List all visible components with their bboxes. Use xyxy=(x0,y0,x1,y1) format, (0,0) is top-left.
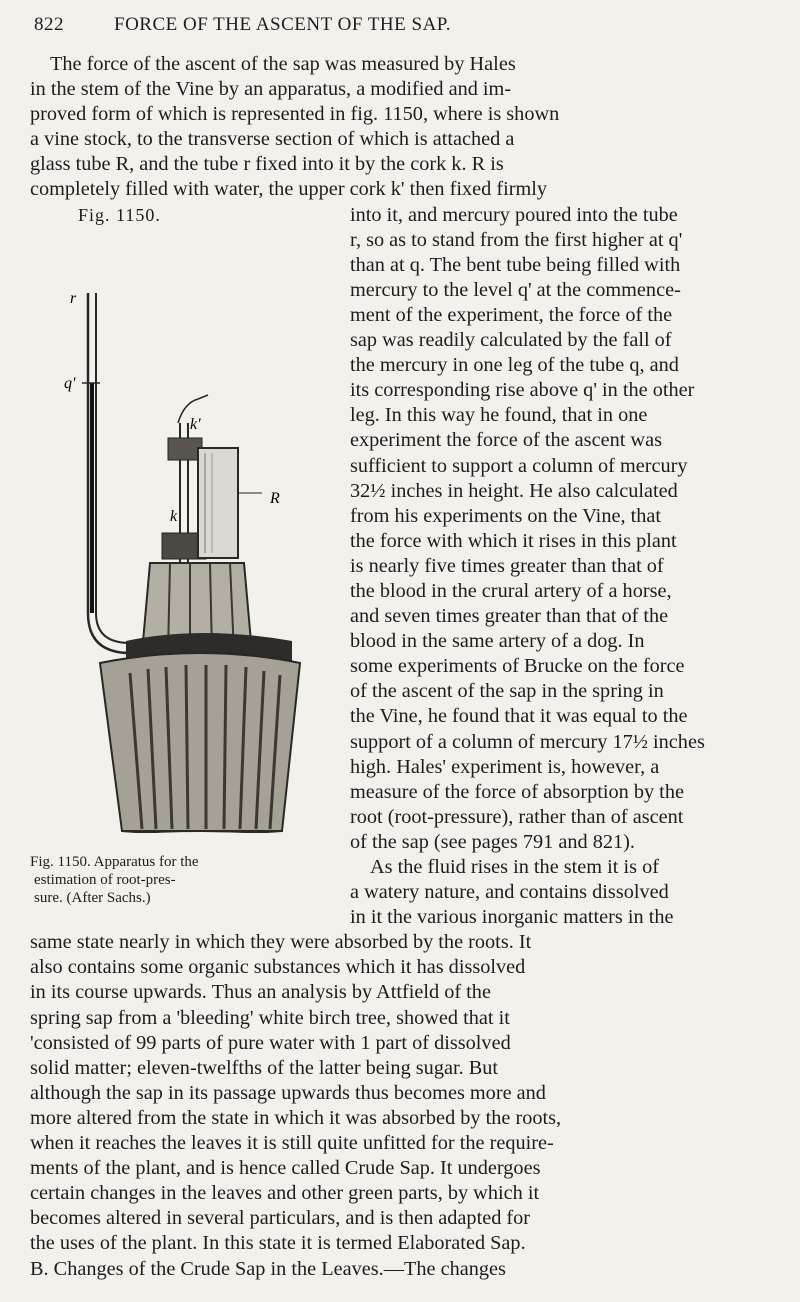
flower-pot xyxy=(100,653,300,833)
text-line: sap was readily calculated by the fall of xyxy=(350,329,672,352)
paragraph-top xyxy=(30,52,778,203)
text-line: ment of the experiment, the force of the xyxy=(350,303,673,326)
text-line: spring sap from a 'bleeding' white birch tree, showed that it xyxy=(30,1006,510,1029)
text-line: certain changes in the leaves and other green parts, by which it xyxy=(30,1182,540,1205)
text-line: the blood in the crural artery of a horse, xyxy=(350,579,672,602)
text-line: support of a column of mercury 17½ inches xyxy=(350,730,705,753)
wrapped-paragraph xyxy=(350,203,778,931)
caption-line: sure. (After Sachs.) xyxy=(34,889,151,906)
text-line: into it, and mercury poured into the tube xyxy=(350,203,678,226)
text-line: mercury to the level q' at the commence- xyxy=(350,278,681,301)
text-line: the mercury in one leg of the tube q, and xyxy=(350,354,679,377)
text-line: 32½ inches in height. He also calculated xyxy=(350,479,678,502)
text-line: although the sap in its passage upwards thus becomes more and xyxy=(30,1081,546,1104)
figure-label: Fig. 1150. xyxy=(78,204,161,225)
label-R: R xyxy=(270,489,280,507)
text-line: blood in the same artery of a dog. In xyxy=(350,630,645,653)
text-line: solid matter; eleven-twelfths of the latter being sugar. But xyxy=(30,1056,499,1079)
apparatus-illustration xyxy=(30,233,342,833)
text-line: when it reaches the leaves it is still quite unfitted for the require- xyxy=(30,1132,554,1155)
text-line: ments of the plant, and is hence called Crude Sap. It undergoes xyxy=(30,1157,541,1180)
label-q-prime: q' xyxy=(64,374,76,392)
text-line: in the stem of the Vine by an apparatus, a modified and im- xyxy=(30,78,512,101)
caption-line: estimation of root-pres- xyxy=(34,871,176,888)
text-line: from his experiments on the Vine, that xyxy=(350,504,662,527)
label-r: r xyxy=(70,289,77,307)
text-line: The force of the ascent of the sap was measured by Hales xyxy=(50,53,516,75)
figure-1150 xyxy=(30,203,342,906)
text-line: is nearly five times greater than that of xyxy=(350,554,664,577)
text-line: of the ascent of the sap in the spring in xyxy=(350,680,664,703)
text-line: of the sap (see pages 791 and 821). xyxy=(350,830,635,853)
figure-caption xyxy=(30,853,348,907)
label-k-prime: k' xyxy=(190,415,201,433)
text-line: in it the various inorganic matters in the xyxy=(350,906,674,929)
text-line: becomes altered in several particulars, and is then adapted for xyxy=(30,1207,531,1230)
text-line: also contains some organic substances which it has dissolved xyxy=(30,956,526,979)
figure-wrap-block xyxy=(30,203,778,931)
text-line: As the fluid rises in the stem it is of xyxy=(370,856,659,878)
caption-line: Fig. 1150. Apparatus for the xyxy=(30,853,199,870)
text-line: root (root-pressure), rather than of ascent xyxy=(350,805,684,828)
running-title: FORCE OF THE ASCENT OF THE SAP. xyxy=(114,14,451,35)
text-line: measure of the force of absorption by the xyxy=(350,780,684,803)
text-line: glass tube R, and the tube r fixed into it by the cork k. R is xyxy=(30,153,504,176)
text-line: high. Hales' experiment is, however, a xyxy=(350,755,660,778)
text-line: the uses of the plant. In this state it is termed Elaborated Sap. xyxy=(30,1232,526,1255)
text-line: r, so as to stand from the first higher at q' xyxy=(350,228,683,251)
text-line: a watery nature, and contains dissolved xyxy=(350,881,669,904)
text-line: leg. In this way he found, that in one xyxy=(350,404,648,427)
text-line: 'consisted of 99 parts of pure water with 1 part of dissolved xyxy=(30,1031,511,1054)
page-number: 822 xyxy=(34,14,64,35)
text-line: B. Changes of the Crude Sap in the Leaves.—The changes xyxy=(30,1257,506,1280)
text-line: its corresponding rise above q' in the other xyxy=(350,379,695,402)
label-k: k xyxy=(170,507,178,525)
text-line: a vine stock, to the transverse section of which is attached a xyxy=(30,128,515,151)
text-line: completely filled with water, the upper cork k' then fixed firmly xyxy=(30,178,548,201)
text-line: some experiments of Brucke on the force xyxy=(350,655,685,678)
text-line: than at q. The bent tube being filled with xyxy=(350,253,681,276)
text-line: sufficient to support a column of mercury xyxy=(350,454,688,477)
text-line: experiment the force of the ascent was xyxy=(350,429,662,452)
text-line: same state nearly in which they were absorbed by the roots. It xyxy=(30,931,532,954)
text-line: and seven times greater than that of the xyxy=(350,605,669,628)
text-line: more altered from the state in which it was absorbed by the roots, xyxy=(30,1106,562,1129)
cork-k-prime xyxy=(168,438,202,460)
text-line: in its course upwards. Thus an analysis by Attfield of the xyxy=(30,981,491,1004)
text-line: the Vine, he found that it was equal to the xyxy=(350,705,688,728)
text-line: the force with which it rises in this plant xyxy=(350,529,677,552)
text-line: proved form of which is represented in fig. 1150, where is shown xyxy=(30,103,560,126)
body-text xyxy=(30,52,778,1282)
glass-tube-R xyxy=(198,448,262,558)
paragraph-bottom xyxy=(30,930,778,1281)
